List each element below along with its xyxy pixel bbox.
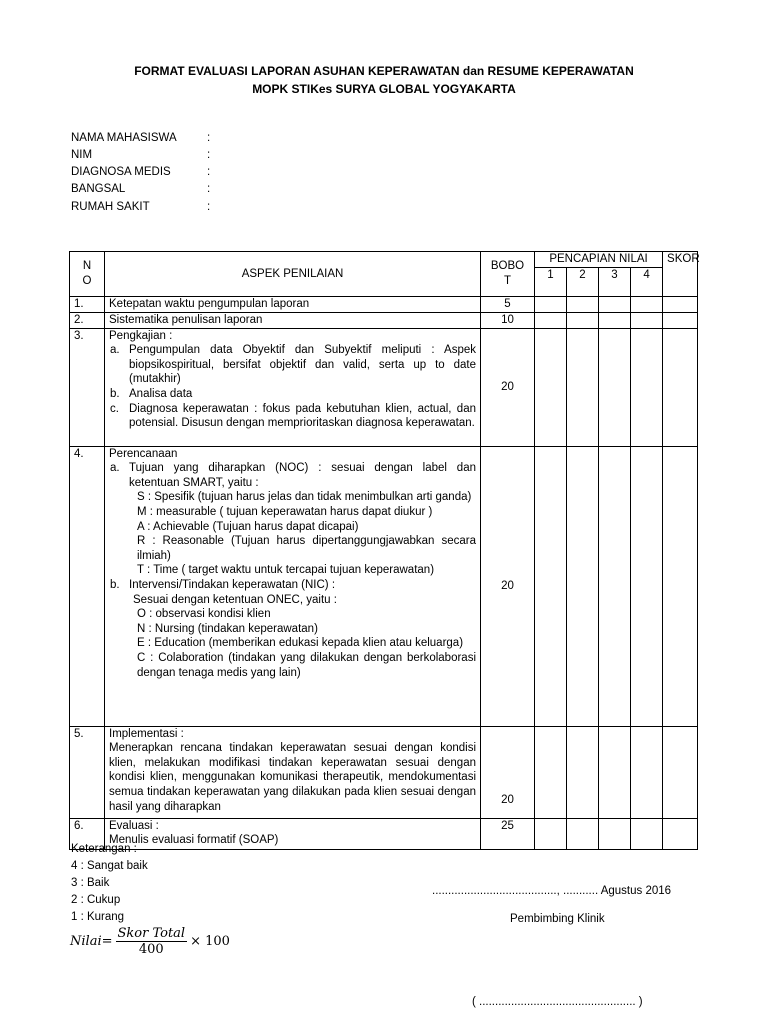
header-no — [70, 252, 105, 297]
row-aspek-title: Implementasi : — [109, 727, 184, 740]
identity-row-diagnosa — [71, 166, 210, 182]
aspek-item — [109, 387, 476, 402]
skor-cell[interactable] — [663, 818, 698, 849]
score-cell[interactable] — [567, 296, 599, 312]
row-no: 3. — [70, 328, 105, 446]
score-cell[interactable] — [535, 446, 567, 726]
header-aspek: ASPEK PENILAIAN — [105, 252, 481, 297]
score-cell[interactable] — [567, 726, 599, 818]
row-aspek-text: Menerapkan rencana tindakan keperawatan sesuai dengan kondisi klien, melakukan modifikasi tindakan keperawatan sesuai dengan kondisi klien, menggunakan komunikasi therapeutik, mendokumentasi semua tindakan keperawatan yang dilakukan pada klien sesuai dengan hasil yang diharapkan — [109, 742, 476, 813]
identity-colon: : — [207, 201, 211, 213]
row-no: 1. — [70, 296, 105, 312]
row-bobot: 5 — [481, 296, 535, 312]
identity-colon: : — [207, 132, 211, 144]
row-aspek-title: Perencanaan — [109, 447, 178, 460]
table-row — [70, 328, 698, 446]
score-cell[interactable] — [535, 296, 567, 312]
score-cell[interactable] — [631, 446, 663, 726]
score-cell[interactable] — [631, 818, 663, 849]
keterangan-item: 2 : Cukup — [71, 894, 121, 906]
identity-label: BANGSAL — [71, 183, 126, 195]
score-cell[interactable] — [535, 818, 567, 849]
row-aspek-title: Evaluasi : — [109, 819, 159, 832]
formula-denominator: 400 — [138, 942, 164, 957]
row-aspek-title: Pengkajian : — [109, 329, 173, 342]
score-cell[interactable] — [567, 818, 599, 849]
table-row — [70, 446, 698, 726]
formula-fraction — [116, 926, 188, 957]
score-cell[interactable] — [567, 446, 599, 726]
row-no: 6. — [70, 818, 105, 849]
identity-row-bangsal — [71, 183, 210, 199]
row-aspek — [105, 446, 481, 726]
score-cell[interactable] — [631, 726, 663, 818]
row-bobot: 10 — [481, 312, 535, 328]
nilai-formula — [70, 926, 230, 957]
smart-item: T : Time ( target waktu untuk tercapai tujuan keperawatan) — [137, 564, 435, 577]
row-aspek: Sistematika penulisan laporan — [105, 312, 481, 328]
skor-cell[interactable] — [663, 446, 698, 726]
signature-date-line: ......................................., ........... Agustus 2016 — [432, 885, 672, 897]
item-marker: a. — [110, 344, 120, 357]
onec-item: C : Colaboration (tindakan yang dilakukan dengan berkolaborasi dengan tenaga medis yang lain) — [137, 651, 476, 679]
identity-row-rumah-sakit — [71, 201, 210, 217]
row-bobot: 25 — [481, 818, 535, 849]
form-title-line2: MOPK STIKes SURYA GLOBAL YOGYAKARTA — [252, 82, 516, 96]
table-row — [70, 296, 698, 312]
keterangan-item: 3 : Baik — [71, 877, 110, 889]
skor-cell[interactable] — [663, 312, 698, 328]
row-no: 2. — [70, 312, 105, 328]
row-aspek-text: Menulis evaluasi formatif (SOAP) — [109, 834, 279, 847]
formula-times: × 100 — [190, 934, 230, 949]
row-bobot: 20 — [481, 446, 535, 726]
signature-name-line: ( ................................................. ) — [472, 996, 643, 1008]
identity-colon: : — [207, 183, 211, 195]
score-cell[interactable] — [535, 312, 567, 328]
identity-colon: : — [207, 149, 211, 161]
aspek-item — [109, 578, 476, 593]
row-no: 5. — [70, 726, 105, 818]
table-row — [70, 726, 698, 818]
row-no: 4. — [70, 446, 105, 726]
score-cell[interactable] — [599, 818, 631, 849]
score-cell[interactable] — [599, 726, 631, 818]
item-text: Analisa data — [129, 387, 193, 400]
score-cell[interactable] — [599, 296, 631, 312]
header-bobot — [481, 252, 535, 297]
identity-colon: : — [207, 166, 211, 178]
identity-label: NIM — [71, 149, 93, 161]
row-aspek — [105, 726, 481, 818]
onec-item: O : observasi kondisi klien — [137, 608, 271, 621]
item-marker: c. — [110, 402, 119, 415]
aspek-item — [109, 402, 476, 431]
identity-row-nim — [71, 149, 210, 165]
header-level-4: 4 — [631, 267, 663, 296]
aspek-item — [109, 343, 476, 387]
onec-intro: Sesuai dengan ketentuan ONEC, yaitu : — [133, 593, 337, 606]
row-aspek — [105, 818, 481, 849]
score-cell[interactable] — [535, 328, 567, 446]
score-cell[interactable] — [567, 328, 599, 446]
score-cell[interactable] — [599, 446, 631, 726]
smart-item: R : Reasonable (Tujuan harus dipertanggungjawabkan secara ilmiah) — [137, 535, 476, 562]
identity-label: NAMA MAHASISWA — [71, 132, 177, 144]
item-marker: a. — [110, 462, 120, 475]
score-cell[interactable] — [567, 312, 599, 328]
row-aspek — [105, 328, 481, 446]
score-cell[interactable] — [599, 328, 631, 446]
row-bobot: 20 — [481, 328, 535, 446]
score-cell[interactable] — [631, 312, 663, 328]
identity-label: DIAGNOSA MEDIS — [71, 166, 171, 178]
header-level-2: 2 — [567, 267, 599, 296]
skor-cell[interactable] — [663, 726, 698, 818]
score-cell[interactable] — [631, 296, 663, 312]
aspek-item — [109, 461, 476, 490]
header-no-line1: N — [82, 260, 92, 273]
header-bobot-line2: T — [503, 274, 512, 287]
score-cell[interactable] — [631, 328, 663, 446]
smart-item: S : Spesifik (tujuan harus jelas dan tidak menimbulkan arti ganda) — [137, 491, 472, 504]
keterangan-label: Keterangan : — [71, 843, 137, 855]
form-title-line1: FORMAT EVALUASI LAPORAN ASUHAN KEPERAWATAN dan RESUME KEPERAWATAN — [134, 64, 634, 78]
formula-eq: = — [101, 934, 113, 949]
header-level-3: 3 — [599, 267, 631, 296]
smart-item: M : measurable ( tujuan keperawatan harus dapat diukur ) — [137, 505, 433, 518]
header-skor: SKOR — [663, 252, 698, 297]
score-cell[interactable] — [599, 312, 631, 328]
item-marker: b. — [110, 578, 120, 591]
item-text: Intervensi/Tindakan keperawatan (NIC) : — [129, 578, 336, 591]
table-row — [70, 312, 698, 328]
table-row — [70, 818, 698, 849]
skor-cell[interactable] — [663, 328, 698, 446]
keterangan-item: 4 : Sangat baik — [71, 860, 148, 872]
row-bobot: 20 — [481, 726, 535, 818]
header-no-line2: O — [82, 274, 92, 287]
keterangan-item: 1 : Kurang — [71, 911, 125, 923]
smart-item: A : Achievable (Tujuan harus dapat dicapai) — [137, 520, 359, 533]
formula-numerator: Skor Total — [117, 926, 186, 941]
identity-label: RUMAH SAKIT — [71, 201, 150, 213]
row-aspek: Ketepatan waktu pengumpulan laporan — [105, 296, 481, 312]
onec-item: E : Education (memberikan edukasi kepada klien atau keluarga) — [137, 637, 464, 650]
header-bobot-line1: BOBO — [490, 260, 525, 273]
header-level-1: 1 — [535, 267, 567, 296]
skor-cell[interactable] — [663, 296, 698, 312]
header-pencapaian: PENCAPIAN NILAI — [535, 252, 663, 268]
identity-row-nama — [71, 132, 210, 148]
evaluation-table — [69, 251, 698, 850]
item-marker: b. — [110, 387, 120, 400]
formula-lhs: Nilai — [70, 934, 102, 949]
signature-role: Pembimbing Klinik — [510, 913, 605, 925]
item-text: Diagnosa keperawatan : fokus pada kebutuhan klien, actual, dan potensial. Disusun dengan memprioritaskan diagnosa keperawatan. — [129, 402, 476, 430]
item-text: Tujuan yang diharapkan (NOC) : sesuai dengan label dan ketentuan SMART, yaitu : — [129, 462, 476, 489]
onec-item: N : Nursing (tindakan keperawatan) — [137, 622, 318, 635]
item-text: Pengumpulan data Obyektif dan Subyektif meliputi : Aspek biopsikospiritual, bersifat objektif dan valid, serta up to date (mutakhir) — [129, 344, 476, 386]
score-cell[interactable] — [535, 726, 567, 818]
